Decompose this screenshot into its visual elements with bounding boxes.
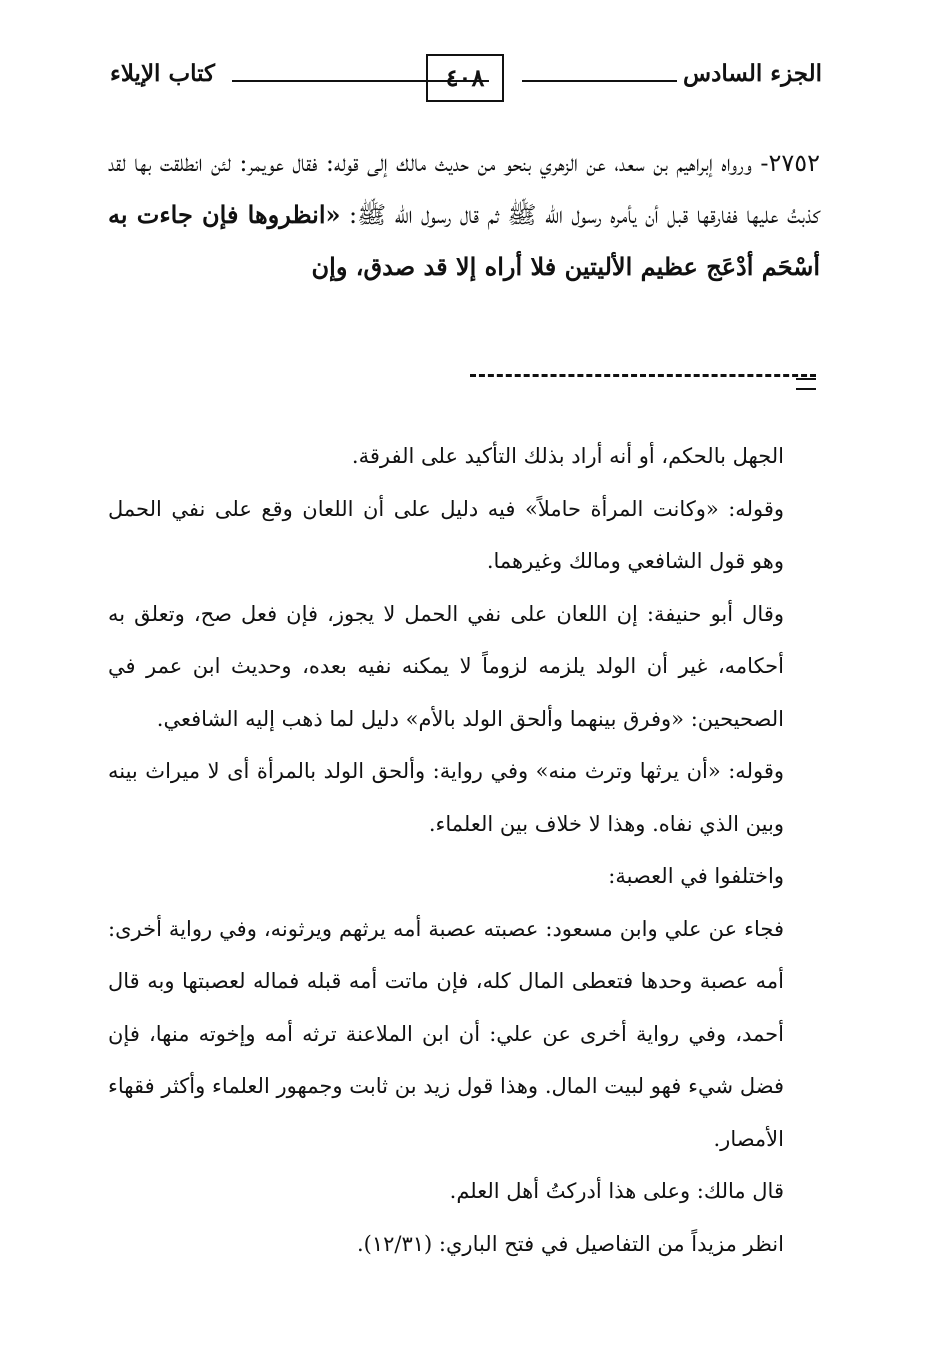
commentary-paragraph: وقوله: «وكانت المرأة حاملاً» فيه دليل على أن اللعان وقع على نفي الحمل وهو قول الشافعي ومالك وغيرهما. xyxy=(108,496,784,573)
continuation-mark xyxy=(796,378,816,390)
book-title: كتاب الإيلاء xyxy=(110,60,216,87)
running-header xyxy=(110,58,822,100)
page-number: ٤٠٨ xyxy=(426,54,504,102)
part-title: الجزء السادس xyxy=(683,60,822,87)
footnote-separator xyxy=(470,374,816,377)
commentary xyxy=(108,430,784,1270)
commentary-paragraph: وقوله: «أن يرثها وترث منه» وفي رواية: وألحق الولد بالمرأة أى لا ميراث بينه وبين الذي نفاه. وهذا لا خلاف بين العلماء. xyxy=(108,759,784,836)
commentary-paragraph: فجاء عن علي وابن مسعود: عصبته عصبة أمه يرثهم ويرثونه، وفي رواية أخرى: أمه عصبة وحدها فتعطى المال كله، فإن ماتت أمه قبله فماله لعصبتها وبه قال أحمد، وفي رواية أخرى عن علي: أن ابن الملاعنة ترثه أمه وإخوته منها، فإن فضل شيء فهو لبيت المال. وهذا قول زيد بن ثابت وجمهور العلماء وأكثر فقهاء الأمصار. xyxy=(108,916,784,1151)
commentary-paragraph: قال مالك: وعلى هذا أدركتُ أهل العلم. xyxy=(449,1179,784,1203)
commentary-paragraph: الجهل بالحكم، أو أنه أراد بذلك التأكيد على الفرقة. xyxy=(351,444,784,468)
commentary-paragraph: واختلفوا في العصبة: xyxy=(608,864,784,888)
hadith-intro: ٢٧٥٢- ورواه إبراهيم بن سعد، عن الزهري بنحو من حديث مالك إلى قوله: فقال عويمر: لئن انطلقت بها لقد كذبتُ عليها ففارقها قبل أن يأمره رسول الله ﷺ ثم قال رسول الله ﷺ: xyxy=(108,149,820,229)
commentary-paragraph: وقال أبو حنيفة: إن اللعان على نفي الحمل لا يجوز، فإن فعل صح، وتعلق به أحكامه، غير أن الولد يلزمه لزوماً لا يمكنه نفيه بعده، وحديث ابن عمر في الصحيحين: «وفرق بينهما وألحق الولد بالأم» دليل لما ذهب إليه الشافعي. xyxy=(108,601,784,731)
hadith-quote: «انظروها فإن جاءت به أسْحَم أدْعَج عظيم الأليتين فلا أراه إلا قد صدق، وإن xyxy=(108,200,820,281)
commentary-paragraph: انظر مزيداً من التفاصيل في فتح الباري: (١٢/٣١). xyxy=(356,1231,784,1256)
hadith-text xyxy=(108,137,820,293)
header-rule-left xyxy=(232,80,489,82)
header-rule-right xyxy=(522,80,677,82)
